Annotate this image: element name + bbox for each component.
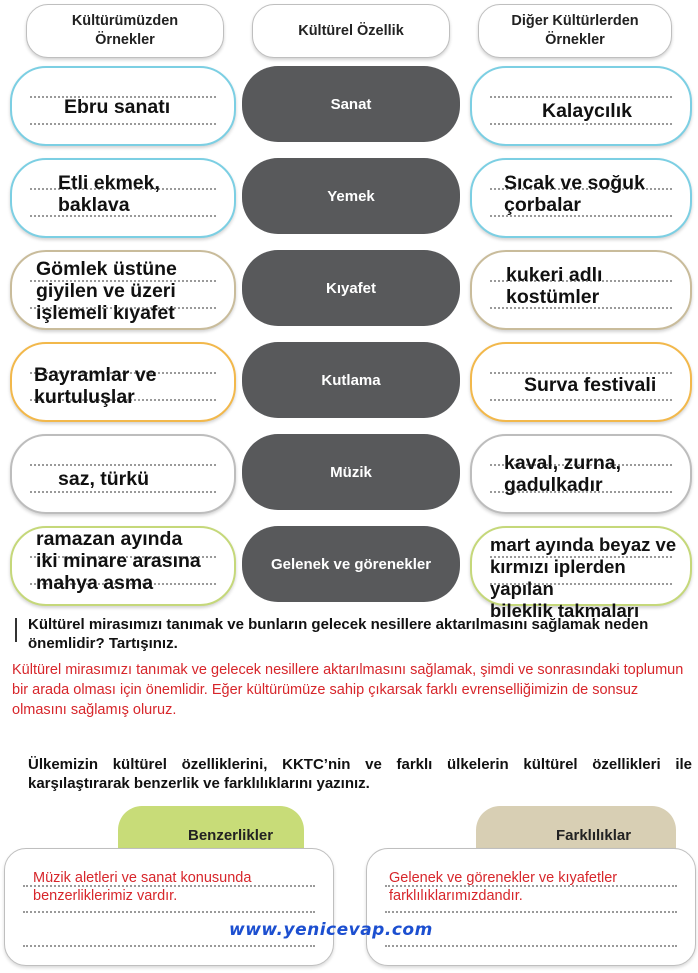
other-example-yemek-text: Sıcak ve soğuk çorbalar (504, 172, 645, 216)
similarities-text: Müzik aletleri ve sanat konusunda benzerliklerimiz vardır. (33, 870, 252, 904)
differences-title: Farklılıklar (556, 827, 632, 844)
our-example-kutlama (10, 342, 236, 422)
feature-muzik: Müzik (242, 434, 460, 510)
feature-sanat: Sanat (242, 66, 460, 142)
other-example-kutlama-text: Surva festivali (524, 374, 657, 396)
other-example-gelenek-text: mart ayında beyaz ve kırmızı iplerden yapılan bileklik takmaları (490, 534, 677, 621)
our-example-muzik-text: saz, türkü (58, 468, 150, 490)
similarities-box (4, 848, 334, 966)
other-example-muzik (470, 434, 692, 514)
other-example-kiyafet (470, 250, 692, 330)
other-example-kiyafet-text: kukeri adlı kostümler (506, 264, 603, 308)
our-example-sanat (10, 66, 236, 146)
our-example-gelenek (10, 526, 236, 606)
similarities-title: Benzerlikler (188, 827, 274, 844)
our-example-kutlama-text: Bayramlar ve kurtuluşlar (34, 364, 157, 408)
our-example-muzik (10, 434, 236, 514)
question-marker (15, 618, 17, 642)
feature-kutlama: Kutlama (242, 342, 460, 418)
our-example-sanat-text: Ebru sanatı (64, 96, 171, 118)
header-our-culture-examples: Kültürümüzden Örnekler (26, 4, 224, 58)
header-other-culture-examples: Diğer Kültürlerden Örnekler (478, 4, 672, 58)
our-example-yemek-text: Etli ekmek, baklava (58, 172, 160, 216)
feature-kiyafet: Kıyafet (242, 250, 460, 326)
other-example-sanat (470, 66, 692, 146)
answer-1: Kültürel mirasımızı tanımak ve gelecek nesillere aktarılmasını sağlamak, şimdi ve sonrasındaki toplumun bir arada olması için önemlidir. Eğer kültürümüze sahip çıkarsak farklı evrenselliğimizin de sonsuz olmasını sağlamış oluruz. (12, 662, 684, 718)
our-example-gelenek-text: ramazan ayında iki minare arasına mahya asma (36, 528, 201, 594)
our-example-kiyafet (10, 250, 236, 330)
other-example-muzik-text: kaval, zurna, gadulkadır (504, 452, 622, 496)
header-cultural-feature: Kültürel Özellik (252, 4, 450, 58)
watermark-logo: www.yenicevap.com (229, 920, 433, 940)
other-example-yemek (470, 158, 692, 238)
question-2: Ülkemizin kültürel özelliklerini, KKTC’nin ve farklı ülkelerin kültürel özellikleri ile karşılaştırarak benzerlik ve farklılıklarını yazınız. (28, 756, 692, 792)
question-1: Kültürel mirasımızı tanımak ve bunların gelecek nesillere aktarılmasını sağlamak neden önemlidir? Tartışınız. (28, 616, 649, 652)
our-example-yemek (10, 158, 236, 238)
our-example-kiyafet-text: Gömlek üstüne giyilen ve üzeri işlemeli kıyafet (36, 258, 177, 324)
other-example-gelenek (470, 526, 692, 621)
feature-yemek: Yemek (242, 158, 460, 234)
differences-box (366, 848, 696, 966)
feature-gelenek-gorenekler: Gelenek ve görenekler (242, 526, 460, 602)
other-example-kutlama (470, 342, 692, 422)
differences-text: Gelenek ve görenekler ve kıyafetler farklılıklarımızdandır. (389, 870, 618, 904)
other-example-sanat-text: Kalaycılık (542, 100, 632, 122)
